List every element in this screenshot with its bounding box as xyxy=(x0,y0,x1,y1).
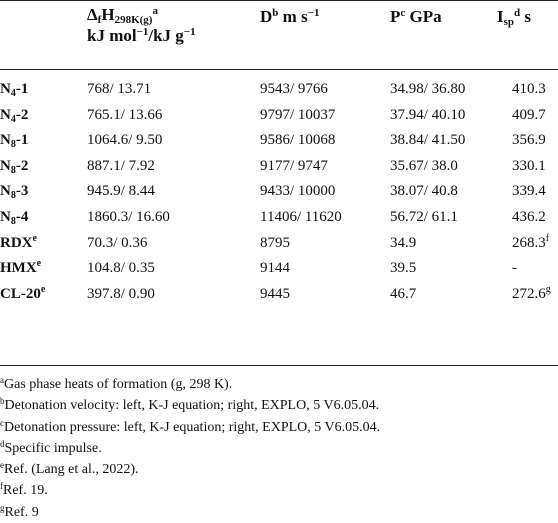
footnote: $^d$Specific impulse. xyxy=(0,438,102,456)
table-row xyxy=(0,281,558,307)
compound-name: $N_4-1$ xyxy=(0,81,29,99)
table-top-rule xyxy=(0,0,558,1)
footnote: $^c$Detonation pressure: left, K-J equation; right, EXPLO, 5 V6.05.04. xyxy=(0,417,381,435)
compound-name: $N_8-4$ xyxy=(0,209,29,227)
heat-of-formation-value: 70.3/ 0.36 xyxy=(87,234,148,251)
header-detonation-pressure: $P^c$ GPa xyxy=(390,7,442,26)
specific-impulse-value: 356.9 xyxy=(512,132,546,149)
compound-name: RDX$^e$ xyxy=(0,232,37,251)
heat-of-formation-value: 768/ 13.71 xyxy=(87,81,152,97)
detonation-pressure-value: 46.7 xyxy=(390,285,417,302)
specific-impulse-value: 330.1 xyxy=(512,157,546,174)
detonation-pressure-value: 38.07/ 40.8 xyxy=(390,183,458,200)
detonation-velocity-value: 8795 xyxy=(260,234,290,251)
table-row xyxy=(0,127,558,153)
compound-name: $N_8-3$ xyxy=(0,183,29,202)
header-rule xyxy=(0,69,558,70)
table-row xyxy=(0,102,558,128)
specific-impulse-value: 272.6$^g$ xyxy=(512,283,551,302)
detonation-velocity-value: 9797/ 10037 xyxy=(260,106,336,123)
heat-of-formation-value: 887.1/ 7.92 xyxy=(87,157,155,174)
table-row xyxy=(0,230,558,256)
footnotes xyxy=(0,374,558,523)
detonation-velocity-value: 11406/ 11620 xyxy=(260,209,342,225)
heat-of-formation-value: 1860.3/ 16.60 xyxy=(87,209,170,225)
compound-name: CL-20e xyxy=(0,283,46,302)
detonation-velocity-value: 9586/ 10068 xyxy=(260,132,336,149)
detonation-pressure-value: 34.98/ 36.80 xyxy=(390,81,466,97)
footnote: $^e$Ref. (Lang et al., 2022). xyxy=(0,460,139,478)
detonation-velocity-value: 9144 xyxy=(260,260,290,277)
footnote: $^g$Ref. 9 xyxy=(0,502,39,520)
specific-impulse-value: 410.3 xyxy=(512,81,546,97)
detonation-velocity-value: 9445 xyxy=(260,285,290,302)
specific-impulse-value: 436.2 xyxy=(512,209,546,225)
detonation-pressure-value: 34.9 xyxy=(390,234,417,251)
table-row xyxy=(0,204,558,230)
specific-impulse-value: 268.3$^f$ xyxy=(512,232,550,251)
specific-impulse-value: 409.7 xyxy=(512,106,546,123)
footnote: $^f$Ref. 19. xyxy=(0,481,48,499)
header-specific-impulse: $I_{sp}^d$ s xyxy=(497,7,532,28)
detonation-velocity-value: 9433/ 10000 xyxy=(260,183,336,200)
table-row xyxy=(0,255,558,281)
detonation-velocity-value: 9177/ 9747 xyxy=(260,157,328,174)
heat-of-formation-value: 765.1/ 13.66 xyxy=(87,106,163,123)
footnote: $^a$Gas phase heats of formation (g, 298 K). xyxy=(0,375,233,392)
compound-name: $N_8-2$ xyxy=(0,157,29,176)
table-row xyxy=(0,178,558,204)
compound-name: HMX$^e$ xyxy=(0,258,42,277)
detonation-velocity-value: 9543/ 9766 xyxy=(260,81,328,97)
table-bottom-rule xyxy=(0,365,558,366)
specific-impulse-value: 339.4 xyxy=(512,183,546,200)
detonation-pressure-value: 35.67/ 38.0 xyxy=(390,157,458,174)
heat-of-formation-value: 397.8/ 0.90 xyxy=(87,285,155,302)
heat-of-formation-value: 945.9/ 8.44 xyxy=(87,183,155,200)
heat-of-formation-value: 1064.6/ 9.50 xyxy=(87,132,163,149)
table-row xyxy=(0,153,558,179)
detonation-pressure-value: 39.5 xyxy=(390,260,417,277)
compound-name: $N_4-2$ xyxy=(0,106,29,125)
header-heat-of-formation: $\Delta_fH_{298K(g)}^a$ kJ mol$^{-1}$/kJ $g^{-1}$ xyxy=(87,5,196,45)
footnote: $^b$Detonation velocity: left, K-J equation; right, EXPLO, 5 V6.05.04. xyxy=(0,396,380,414)
detonation-pressure-value: 38.84/ 41.50 xyxy=(390,132,466,149)
specific-impulse-value: - xyxy=(512,260,517,277)
header-detonation-velocity: $D^b$ m $s^{-1}$ xyxy=(260,7,320,26)
compound-name: $N_8-1$ xyxy=(0,132,29,151)
table-row xyxy=(0,76,558,102)
detonation-pressure-value: 37.94/ 40.10 xyxy=(390,106,466,123)
heat-of-formation-value: 104.8/ 0.35 xyxy=(87,260,155,277)
detonation-pressure-value: 56.72/ 61.1 xyxy=(390,209,458,225)
